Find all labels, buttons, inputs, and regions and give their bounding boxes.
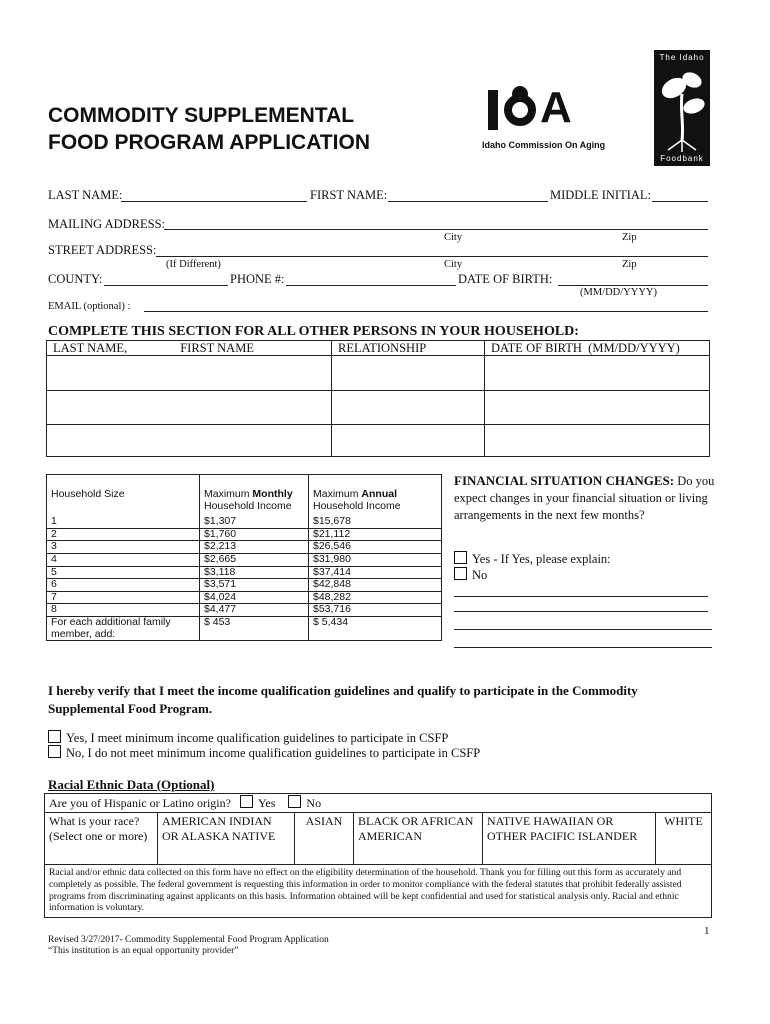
annual-income-cell: $26,546 bbox=[309, 541, 442, 554]
income-row bbox=[47, 566, 442, 579]
annual-income-header: Maximum Annual Household Income bbox=[313, 488, 401, 512]
foodbank-logo bbox=[654, 50, 710, 166]
financial-yes-checkbox[interactable] bbox=[454, 551, 467, 564]
dob-label: DATE OF BIRTH: bbox=[458, 272, 553, 286]
if-different-note: (If Different) bbox=[166, 259, 221, 270]
race-option-black[interactable]: BLACK OR AFRICAN AMERICAN bbox=[354, 813, 483, 865]
household-size-cell: 2 bbox=[47, 528, 200, 541]
household-name-header bbox=[47, 341, 332, 356]
explain-line[interactable] bbox=[454, 596, 708, 597]
monthly-income-cell: $2,665 bbox=[200, 553, 309, 566]
email-label: EMAIL (optional) : bbox=[48, 301, 131, 312]
page-number: 1 bbox=[704, 925, 710, 937]
financial-question-text: Do you expect changes in your financial situation or living arrangements in the next few months? bbox=[454, 474, 715, 522]
verify-yes-checkbox[interactable] bbox=[48, 730, 61, 743]
mailing-city-label: City bbox=[444, 232, 463, 243]
explain-line[interactable] bbox=[454, 611, 708, 612]
monthly-income-header: Maximum Monthly Household Income bbox=[200, 475, 309, 517]
financial-heading: FINANCIAL SITUATION CHANGES: bbox=[454, 473, 675, 488]
income-row bbox=[47, 604, 442, 617]
race-option-asian[interactable]: ASIAN bbox=[295, 813, 354, 865]
hispanic-row: Are you of Hispanic or Latino origin? Yes No bbox=[45, 794, 712, 813]
street-address-field[interactable] bbox=[156, 256, 708, 257]
household-size-cell: 4 bbox=[47, 553, 200, 566]
annual-income-cell: $53,716 bbox=[309, 604, 442, 617]
household-size-cell: 3 bbox=[47, 541, 200, 554]
household-size-cell: 5 bbox=[47, 566, 200, 579]
first-name-label: FIRST NAME: bbox=[310, 188, 388, 202]
race-ethnicity-table bbox=[44, 793, 712, 918]
title-line-1: COMMODITY SUPPLEMENTAL bbox=[48, 104, 355, 127]
household-size-cell: 8 bbox=[47, 604, 200, 617]
form-title bbox=[48, 102, 370, 156]
street-city-label: City bbox=[444, 259, 463, 270]
monthly-income-cell: $2,213 bbox=[200, 541, 309, 554]
income-row bbox=[47, 579, 442, 592]
household-row[interactable] bbox=[47, 356, 710, 391]
verify-no-checkbox[interactable] bbox=[48, 745, 61, 758]
additional-monthly: $ 453 bbox=[200, 616, 309, 640]
verify-yes-option[interactable]: Yes, I meet minimum income qualification guidelines to participate in CSFP bbox=[48, 730, 448, 746]
foodbank-bottom-text: Foodbank bbox=[660, 154, 704, 163]
race-option-hawaiian[interactable]: NATIVE HAWAIIAN OR OTHER PACIFIC ISLANDER bbox=[483, 813, 656, 865]
street-address-label: STREET ADDRESS: bbox=[48, 243, 157, 257]
household-dob-header: DATE OF BIRTH (MM/DD/YYYY) bbox=[485, 341, 710, 356]
footer-text bbox=[48, 935, 329, 957]
foodbank-top-text: The Idaho bbox=[659, 53, 705, 62]
county-label: COUNTY: bbox=[48, 272, 103, 286]
middle-initial-field[interactable] bbox=[652, 201, 708, 202]
income-guidelines-table bbox=[46, 474, 442, 641]
county-field[interactable] bbox=[104, 285, 228, 286]
monthly-income-cell: $1,760 bbox=[200, 528, 309, 541]
email-field[interactable] bbox=[144, 311, 708, 312]
monthly-income-cell: $4,024 bbox=[200, 591, 309, 604]
income-row bbox=[47, 553, 442, 566]
additional-member-label: For each additional family member, add: bbox=[47, 616, 200, 640]
explain-line[interactable] bbox=[454, 629, 712, 630]
annual-income-cell: $48,282 bbox=[309, 591, 442, 604]
additional-annual: $ 5,434 bbox=[313, 615, 349, 628]
annual-income-cell: $42,848 bbox=[309, 579, 442, 592]
household-row[interactable] bbox=[47, 425, 710, 457]
household-table bbox=[46, 340, 710, 457]
annual-income-cell: $21,112 bbox=[309, 528, 442, 541]
verification-statement: I hereby verify that I meet the income qualification guidelines and qualify to participate in the Commodity Supplemental Food Program. bbox=[48, 683, 638, 716]
race-option-american-indian[interactable]: AMERICAN INDIAN OR ALASKA NATIVE bbox=[158, 813, 295, 865]
financial-question bbox=[454, 472, 716, 524]
household-relationship-header: RELATIONSHIP bbox=[332, 341, 485, 356]
title-line-2: FOOD PROGRAM APPLICATION bbox=[48, 131, 370, 154]
mailing-address-label: MAILING ADDRESS: bbox=[48, 217, 166, 231]
household-heading: COMPLETE THIS SECTION FOR ALL OTHER PERSONS IN YOUR HOUSEHOLD: bbox=[48, 324, 579, 339]
household-size-header: Household Size bbox=[47, 475, 200, 517]
phone-label: PHONE #: bbox=[230, 272, 285, 286]
household-size-cell: 7 bbox=[47, 591, 200, 604]
icoa-logo: A Idaho Commission On Aging bbox=[482, 83, 606, 150]
explain-line[interactable] bbox=[454, 647, 712, 648]
household-first-name-header: FIRST NAME bbox=[180, 341, 254, 355]
income-row bbox=[47, 516, 442, 528]
monthly-income-cell: $3,571 bbox=[200, 579, 309, 592]
financial-no-option[interactable]: No bbox=[454, 567, 487, 583]
last-name-field[interactable] bbox=[121, 201, 307, 202]
street-zip-label: Zip bbox=[622, 259, 637, 270]
annual-income-cell: $37,414 bbox=[309, 566, 442, 579]
monthly-income-cell: $4,477 bbox=[200, 604, 309, 617]
income-row bbox=[47, 591, 442, 604]
verify-no-option[interactable]: No, I do not meet minimum income qualification guidelines to participate in CSFP bbox=[48, 745, 480, 761]
household-last-name-header: LAST NAME, bbox=[53, 341, 128, 355]
financial-no-checkbox[interactable] bbox=[454, 567, 467, 580]
equal-opportunity-note: “This institution is an equal opportunity provider” bbox=[48, 946, 239, 956]
monthly-income-cell: $1,307 bbox=[200, 516, 309, 528]
race-disclaimer: Racial and/or ethnic data collected on this form have no effect on the eligibility determination of the household. Thank you for filling out this form as accurately and completely as possible. The federal government is requesting this information in order to monitor compliance with the federal statutes that prohibit federally assisted programs from discriminating against applicants on this basis. Information obtained will be kept confidential and used for statistical analysis only. Racial and ethnic information is voluntary. bbox=[45, 865, 712, 918]
first-name-field[interactable] bbox=[388, 201, 548, 202]
revised-note: Revised 3/27/2017- Commodity Supplemental Food Program Application bbox=[48, 935, 329, 945]
last-name-label: LAST NAME: bbox=[48, 188, 123, 202]
mailing-address-field[interactable] bbox=[164, 229, 708, 230]
race-heading: Racial Ethnic Data (Optional) bbox=[48, 777, 215, 792]
financial-yes-option[interactable]: Yes - If Yes, please explain: bbox=[454, 551, 611, 567]
annual-income-cell: $15,678 bbox=[309, 516, 442, 528]
middle-initial-label: MIDDLE INITIAL: bbox=[550, 188, 652, 202]
hispanic-yes-checkbox[interactable] bbox=[240, 795, 253, 808]
annual-income-cell: $31,980 bbox=[309, 553, 442, 566]
race-option-white[interactable]: WHITE bbox=[656, 813, 712, 865]
foodbank-plant-icon bbox=[654, 66, 710, 152]
income-row bbox=[47, 541, 442, 554]
mailing-zip-label: Zip bbox=[622, 232, 637, 243]
dob-format-note: (MM/DD/YYYY) bbox=[580, 287, 657, 298]
hispanic-no-checkbox[interactable] bbox=[288, 795, 301, 808]
household-size-cell: 6 bbox=[47, 579, 200, 592]
race-question: What is your race? (Select one or more) bbox=[45, 813, 158, 865]
dob-field[interactable] bbox=[558, 285, 708, 286]
icoa-subtitle: Idaho Commission On Aging bbox=[482, 140, 606, 150]
income-row bbox=[47, 528, 442, 541]
hispanic-question: Are you of Hispanic or Latino origin? bbox=[49, 796, 231, 810]
phone-field[interactable] bbox=[286, 285, 456, 286]
household-size-cell: 1 bbox=[47, 516, 200, 528]
household-row[interactable] bbox=[47, 391, 710, 425]
monthly-income-cell: $3,118 bbox=[200, 566, 309, 579]
